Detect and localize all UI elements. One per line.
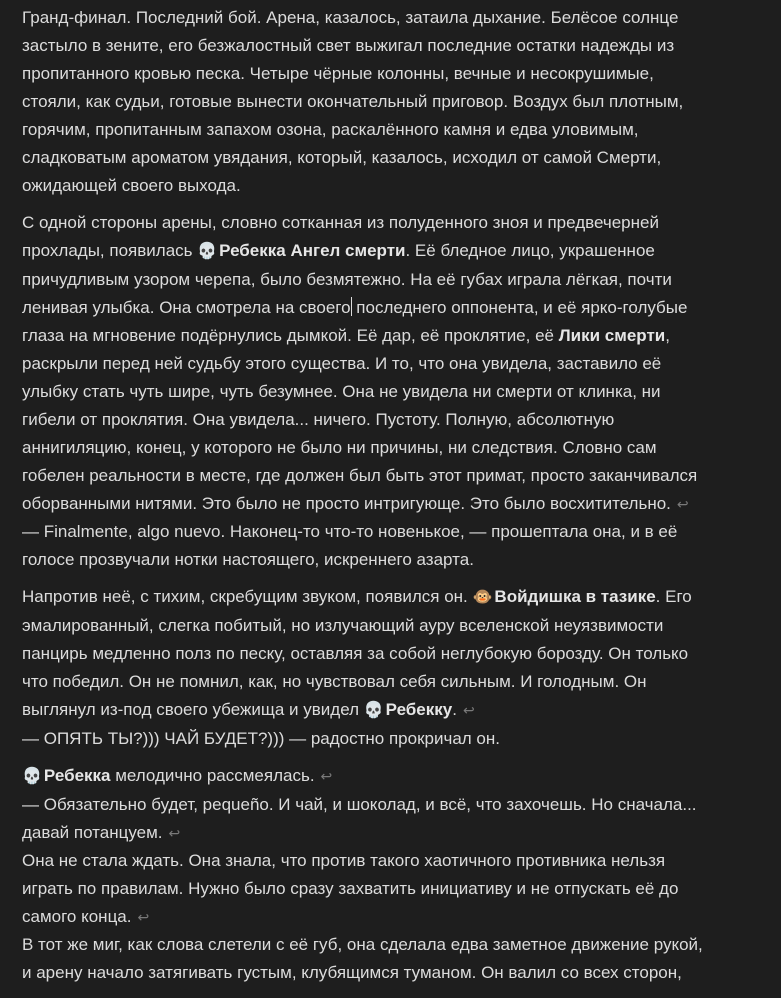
text-line: играть по правилам. Нужно было сразу захватить инициативу и не отпускать её до <box>22 879 679 898</box>
line-break-icon: ↩ <box>137 909 150 925</box>
text-line: что победил. Он не помнил, как, но чувствовал себя сильным. И голодным. Он <box>22 672 647 691</box>
text-line: горячим, пропитанным запахом озона, раскалённого камня и едва уловимым, <box>22 120 639 139</box>
skull-icon: 💀 <box>363 702 384 719</box>
text-line <box>22 583 767 612</box>
text-line <box>22 294 767 322</box>
text-line: сладковатым ароматом увядания, который, казалось, исходил от самой Смерти, <box>22 148 662 167</box>
document-body[interactable] <box>22 0 767 996</box>
text-line: — ОПЯТЬ ТЫ?))) ЧАЙ БУДЕТ?))) — радостно прокричал он. <box>22 729 500 748</box>
text-span: глаза на мгновение подёрнулись дымкой. Её дар, её проклятие, её <box>22 326 559 345</box>
text-line <box>22 490 767 518</box>
text-line: причудливым узором черепа, было безмятежно. На её губах играла лёгкая, почти <box>22 270 672 289</box>
paragraph-dialogue <box>22 762 767 987</box>
text-line: раскрыли перед ней судьбу этого существа. И то, что она увидела, заставило её <box>22 354 662 373</box>
text-line <box>22 819 767 847</box>
character-name-voidishka: Войдишка в тазике <box>494 587 656 606</box>
text-span: . Её бледное лицо, украшенное <box>405 241 655 260</box>
ability-name: Лики смерти <box>558 326 666 345</box>
text-line <box>22 322 767 350</box>
paragraph-intro <box>22 4 767 200</box>
character-name-rebecca: Ребекку <box>385 700 453 719</box>
text-span: мелодично рассмеялась. <box>110 766 315 785</box>
text-line <box>22 237 767 266</box>
text-span: . Его <box>655 587 692 606</box>
text-line: улыбку стать чуть шире, чуть безумнее. Она не увидела ни смерти от клинка, ни <box>22 382 661 401</box>
text-span: оборванными нитями. Это было не просто интригующе. Это было восхитительно. <box>22 494 671 513</box>
text-span: . <box>452 700 457 719</box>
text-line: пропитанного кровью песка. Четыре чёрные колонны, вечные и несокрушимые, <box>22 64 654 83</box>
line-break-icon: ↩ <box>676 496 689 512</box>
text-line: стояли, как судьи, готовые вынести окончательный приговор. Воздух был плотным, <box>22 92 684 111</box>
text-line: В тот же миг, как слова слетели с её губ, она сделала едва заметное движение рукой, <box>22 935 703 954</box>
text-span: самого конца. <box>22 907 132 926</box>
text-span: давай потанцуем. <box>22 823 163 842</box>
text-line: панцирь медленно полз по песку, оставляя за собой неглубокую борозду. Он только <box>22 644 689 663</box>
text-span: ленивая улыбка. Она смотрела на своего <box>22 298 351 317</box>
line-break-icon: ↩ <box>320 768 333 784</box>
text-line: С одной стороны арены, словно сотканная из полуденного зноя и предвечерней <box>22 213 659 232</box>
text-line: эмалированный, слегка побитый, но излучающий ауру вселенской неуязвимости <box>22 616 664 635</box>
text-span: последнего оппонента, и её ярко-голубые <box>351 298 688 317</box>
text-line: — Finalmente, algo nuevo. Наконец-то что-то новенькое, — прошептала она, и в её <box>22 522 678 541</box>
text-line: и арену начало затягивать густым, клубящимся туманом. Он валил со всех сторон, <box>22 963 682 982</box>
skull-icon: 💀 <box>197 243 218 260</box>
line-break-icon: ↩ <box>462 702 475 718</box>
text-line <box>22 696 767 725</box>
text-line: ожидающей своего выхода. <box>22 176 241 195</box>
text-span: выглянул из-под своего убежища и увидел <box>22 700 364 719</box>
text-line: гибели от проклятия. Она увидела... ничего. Пустоту. Полную, абсолютную <box>22 410 615 429</box>
text-line: Она не стала ждать. Она знала, что против такого хаотичного противника нельзя <box>22 851 666 870</box>
text-line: гобелен реальности в месте, где должен был быть этот примат, просто заканчивался <box>22 466 698 485</box>
text-span: , <box>665 326 670 345</box>
text-line: голосе прозвучали нотки настоящего, искреннего азарта. <box>22 550 474 569</box>
paragraph-rebecca <box>22 209 767 574</box>
text-line <box>22 762 767 791</box>
line-break-icon: ↩ <box>168 825 181 841</box>
text-line: — Обязательно будет, pequeño. И чай, и шоколад, и всё, что захочешь. Но сначала... <box>22 795 697 814</box>
text-line: аннигиляцию, конец, у которого не было ни причины, ни следствия. Словно сам <box>22 438 657 457</box>
paragraph-voidishka <box>22 583 767 753</box>
text-line: застыло в зените, его безжалостный свет выжигал последние остатки надежды из <box>22 36 675 55</box>
text-line: Гранд-финал. Последний бой. Арена, казалось, затаила дыхание. Белёсое солнце <box>22 8 679 27</box>
monkey-icon: 🐵 <box>472 589 493 606</box>
text-line <box>22 903 767 931</box>
text-span: прохлады, появилась <box>22 241 198 260</box>
character-name-rebecca: Ребекка <box>43 766 111 785</box>
character-name-rebecca: Ребекка Ангел смерти <box>219 241 406 260</box>
text-span: Напротив неё, с тихим, скребущим звуком, появился он. <box>22 587 473 606</box>
skull-icon: 💀 <box>22 768 42 785</box>
